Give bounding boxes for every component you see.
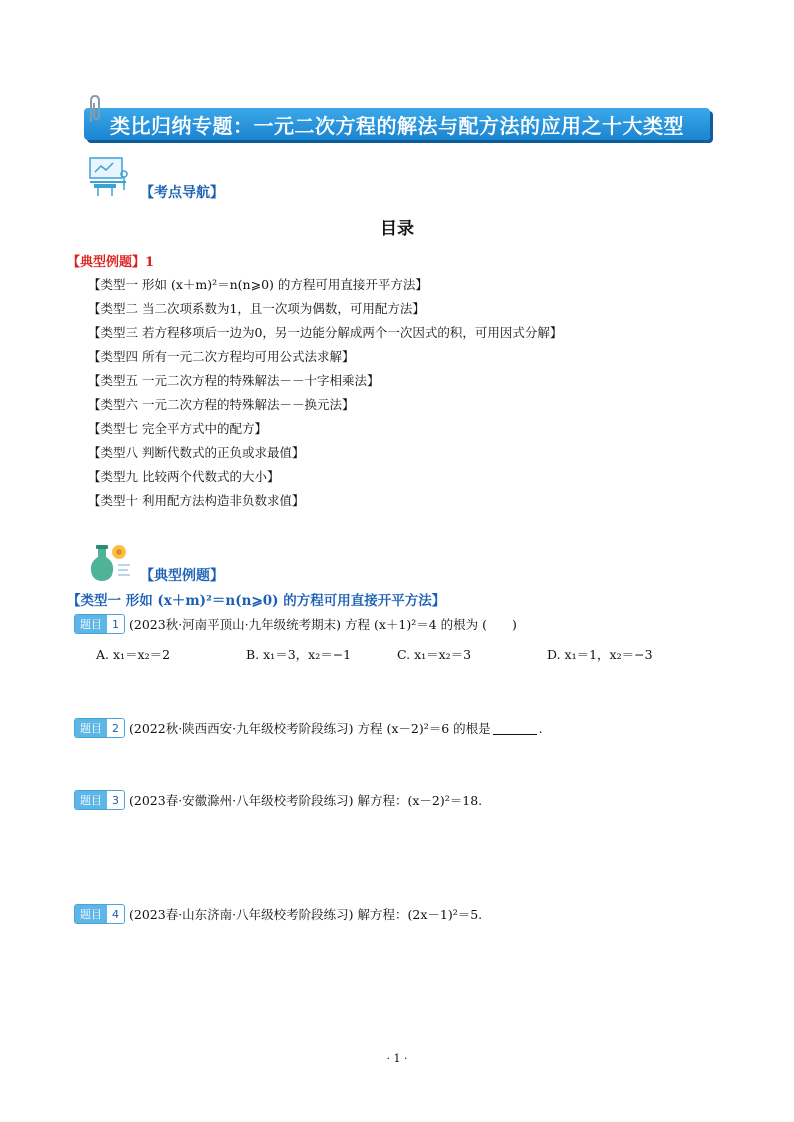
- nav-heading: 【考点导航】: [140, 185, 224, 201]
- question-badge: 题目 1: [74, 614, 125, 634]
- toc-title: 目录: [380, 219, 414, 239]
- examples-heading: 【典型例题】: [140, 568, 224, 584]
- toc-item[interactable]: 【类型三 若方程移项后一边为0，另一边能分解成两个一次因式的积，可用因式分解】: [88, 325, 563, 340]
- toc-item[interactable]: 【类型七 完全平方式中的配方】: [88, 421, 267, 436]
- option-d[interactable]: D. x₁＝1，x₂＝−3: [547, 647, 653, 662]
- question-text-end: .: [538, 720, 543, 736]
- toc-item[interactable]: 【类型五 一元二次方程的特殊解法－－十字相乘法】: [88, 373, 380, 388]
- question-text: (2022秋·陕西西安·九年级校考阶段练习) 方程 (x－2)²＝6 的根是: [129, 721, 491, 736]
- question-1: [74, 614, 517, 634]
- toc-item[interactable]: 【类型一 形如 (x＋m)²＝n(n⩾0) 的方程可用直接开平方法】: [88, 277, 428, 292]
- toc-item[interactable]: 【类型九 比较两个代数式的大小】: [88, 469, 280, 484]
- question-text: (2023春·山东济南·八年级校考阶段练习) 解方程：(2x－1)²＝5.: [129, 907, 483, 922]
- question-3: [74, 790, 482, 810]
- flask-icon: [84, 543, 134, 583]
- toc-item[interactable]: 【类型十 利用配方法构造非负数求值】: [88, 493, 305, 508]
- option-b[interactable]: B. x₁＝3，x₂＝−1: [246, 647, 352, 662]
- title-banner: [84, 108, 710, 140]
- toc-list: [88, 273, 562, 513]
- question-text: (2023秋·河南平顶山·九年级统考期末) 方程 (x＋1)²＝4 的根为 ( ): [129, 617, 517, 632]
- option-c[interactable]: C. x₁＝x₂＝3: [397, 647, 472, 662]
- question-4: [74, 904, 482, 924]
- toc-item[interactable]: 【类型二 当二次项系数为1，且一次项为偶数，可用配方法】: [88, 301, 425, 316]
- classroom-board-icon: [86, 156, 132, 198]
- toc-item[interactable]: 【类型六 一元二次方程的特殊解法－－换元法】: [88, 397, 355, 412]
- option-a[interactable]: A. x₁＝x₂＝2: [96, 647, 171, 662]
- question-2: [74, 718, 543, 738]
- question-badge: 题目 3: [74, 790, 125, 810]
- type-heading: 【类型一 形如 (x＋m)²＝n(n⩾0) 的方程可用直接开平方法】: [67, 593, 446, 609]
- question-badge: 题目 4: [74, 904, 125, 924]
- document-title: 类比归纳专题：一元二次方程的解法与配方法的应用之十大类型: [110, 113, 684, 138]
- toc-item[interactable]: 【类型八 判断代数式的正负或求最值】: [88, 445, 305, 460]
- answer-blank[interactable]: [493, 722, 537, 735]
- page-number: · 1 ·: [386, 1052, 408, 1065]
- question-text: (2023春·安徽滁州·八年级校考阶段练习) 解方程：(x－2)²＝18.: [129, 793, 483, 808]
- paperclip-icon: [86, 94, 104, 124]
- toc-head: 【典型例题】1: [67, 255, 155, 270]
- question-badge: 题目 2: [74, 718, 125, 738]
- toc-item[interactable]: 【类型四 所有一元二次方程均可用公式法求解】: [88, 349, 355, 364]
